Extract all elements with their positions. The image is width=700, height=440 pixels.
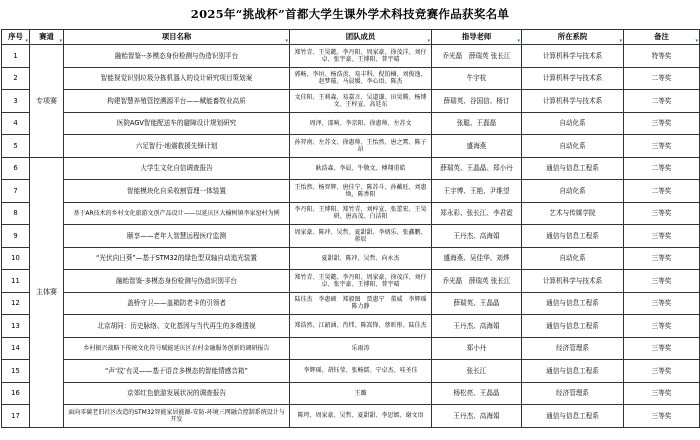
department-cell: 经济管理系: [522, 337, 624, 360]
members-cell: 陈垮、周家豪、吴哲、夏甜甜、李思嫣、谢文语: [290, 405, 432, 428]
row-index: 14: [2, 337, 30, 360]
table-row[interactable]: [2, 405, 700, 428]
table-row[interactable]: [2, 180, 700, 203]
members-cell: 乐雨涛: [290, 337, 432, 360]
department-cell: 通信与信息工程系: [522, 315, 624, 338]
members-cell: 孙羿南、左苏文、徐惠帅、王怡然、唐之霄、陈子昂: [290, 135, 432, 158]
row-index: 3: [2, 90, 30, 113]
row-index: 4: [2, 112, 30, 135]
row-index: 12: [2, 292, 30, 315]
award-cell: 三等奖: [624, 225, 700, 248]
members-cell: 王怡然、杨智辉、唐佳宁、陈苏斗、孙戴旺、刘惠焕、陈香阳: [290, 180, 432, 203]
advisor-cell: 王丹杰、高海娟: [432, 405, 522, 428]
department-cell: 通信与信息工程系: [522, 225, 624, 248]
project-name-cell: 智能模块化自采收割管理一体装置: [64, 180, 290, 203]
table-row[interactable]: [2, 225, 700, 248]
department-cell: 通信与信息工程系: [522, 292, 624, 315]
track-cell-main: 主体赛: [30, 157, 64, 427]
table-row[interactable]: [2, 360, 700, 383]
department-cell: 计算机科学与技术系: [522, 67, 624, 90]
sheet-title: 2025年“挑战杯”首都大学生课外学术科技竞赛作品获奖名单: [190, 7, 510, 21]
dropdown-filter-icon[interactable]: ▾: [285, 38, 288, 44]
award-cell: 二等奖: [624, 90, 700, 113]
column-header-advisor[interactable]: 指导老师 ▾: [432, 30, 522, 45]
project-name-cell: 六足智行-地震救援先锋计划: [64, 135, 290, 158]
advisor-cell: 王宇博、王艳、尹维望: [432, 180, 522, 203]
advisor-cell: 盛海燕、吴佳华、刘烨: [432, 247, 522, 270]
track-cell-special: 专项赛: [30, 45, 64, 158]
award-cell: 三等奖: [624, 270, 700, 293]
award-cell: 三等奖: [624, 382, 700, 405]
row-index: 2: [2, 67, 30, 90]
row-index: 5: [2, 135, 30, 158]
project-name-cell: 颐享——老年人智慧远程医疗监测: [64, 225, 290, 248]
award-cell: 三等奖: [624, 360, 700, 383]
award-cell: 三等奖: [624, 292, 700, 315]
award-cell: 三等奖: [624, 202, 700, 225]
members-cell: 周泽、邵响、李京阳、徐惠帅、左苏文: [290, 112, 432, 135]
department-cell: 通信与信息工程系: [522, 360, 624, 383]
table-row[interactable]: [2, 337, 700, 360]
department-cell: 自动化系: [522, 112, 624, 135]
members-cell: 李丹阳、王博阳、郑竹青、刘梓宣、张蕾宏、王昊研、唐高茂、白洁阳: [290, 202, 432, 225]
table-row[interactable]: [2, 45, 700, 68]
column-header-project[interactable]: 项目名称 ▾: [64, 30, 290, 45]
dropdown-filter-icon[interactable]: ▾: [619, 38, 622, 44]
project-name-cell: 医院AGV智能配送车的避障设计规划研究: [64, 112, 290, 135]
table-row[interactable]: [2, 270, 700, 293]
department-cell: 计算机科学与技术系: [522, 90, 624, 113]
dropdown-filter-icon[interactable]: ▾: [25, 38, 28, 44]
members-cell: 郑竹青、王昊懿、李丹阳、周家豪、徐茂洋、刘仔卓、张宇豪、王博阳、普宇晴: [290, 45, 432, 68]
members-cell: 周家豪、陈冲、吴哲、夏甜甜、李炳乐、张鑫鹏、蒋辰: [290, 225, 432, 248]
award-cell: 三等奖: [624, 337, 700, 360]
advisor-cell: 牛宇杭: [432, 67, 522, 90]
members-cell: 王璐: [290, 382, 432, 405]
column-header-index[interactable]: 序号 ▾: [2, 30, 30, 45]
advisor-cell: 薛瑞英、王晶晶、郑小丹: [432, 157, 522, 180]
award-cell: 二等奖: [624, 180, 700, 203]
department-cell: 自动化系: [522, 247, 624, 270]
project-name-cell: 智能视觉识别垃圾分拣机器人的设计研究项目策划案: [64, 67, 290, 90]
advisor-cell: 郑小丹: [432, 337, 522, 360]
department-cell: 计算机科学与技术系: [522, 270, 624, 293]
project-name-cell: “光伏向日葵”—基于STM32的绿色型双轴自动追光装置: [64, 247, 290, 270]
row-index: 10: [2, 247, 30, 270]
department-cell: 艺术与传媒学院: [522, 202, 624, 225]
dropdown-filter-icon[interactable]: ▾: [427, 38, 430, 44]
column-header-remarks[interactable]: 备注 ▾: [624, 30, 700, 45]
advisor-cell: 郑永彩、张长江、李君霓: [432, 202, 522, 225]
award-cell: 三等奖: [624, 315, 700, 338]
project-name-cell: 大学生文化自信调查报告: [64, 157, 290, 180]
advisor-cell: 张聪、王磊磊: [432, 112, 522, 135]
row-index: 11: [2, 270, 30, 293]
members-cell: 夏甜甜、陈冲、吴哲、向永杰: [290, 247, 432, 270]
project-name-cell: 盖桥守卫——盖箱防老卡的引领者: [64, 292, 290, 315]
table-row[interactable]: [2, 112, 700, 135]
department-cell: 经济管理系: [522, 382, 624, 405]
members-cell: 李辉瑶、胡钰莹、张畅儒、宁卓杰、哇圣佳: [290, 360, 432, 383]
members-cell: 陆佳杰 李惠硕 郑毅图 贾惠宁 董威 李辉瑶 陈力静: [290, 292, 432, 315]
project-name-cell: 基于AR技术的乡村文化旅游文创产品设计——以延庆区大榆树镇李家窑村为例: [64, 202, 290, 225]
row-index: 1: [2, 45, 30, 68]
table-row[interactable]: [2, 382, 700, 405]
award-table: [1, 29, 700, 428]
project-name-cell: 融贻智鉴-多模态身份检测与伪造识别平台: [64, 270, 290, 293]
members-cell: 耿浩森、李晨、牛敬文、傅翔重皓: [290, 157, 432, 180]
department-cell: 自动化系: [522, 135, 624, 158]
members-cell: 郑竹青、王昊懿、李丹阳、周家豪、徐茂洋、刘仔卓、张宇豪、王博阳、普宇晴: [290, 270, 432, 293]
award-cell: 二等奖: [624, 67, 700, 90]
row-index: 6: [2, 157, 30, 180]
advisor-cell: 王丹杰、高海娟: [432, 225, 522, 248]
award-cell: 三等奖: [624, 112, 700, 135]
advisor-cell: 盛海燕: [432, 135, 522, 158]
row-index: 9: [2, 225, 30, 248]
advisor-cell: 薛瑞英、王晶晶: [432, 292, 522, 315]
row-index: 7: [2, 180, 30, 203]
project-name-cell: 北京胡同：历史脉络、文化基因与当代再生的多维透视: [64, 315, 290, 338]
project-name-cell: 面向零碳老旧社区改造的STM32智能家居能源-安防-环境三网融合控制系统设计与开发: [64, 405, 290, 428]
row-index: 17: [2, 405, 30, 428]
dropdown-filter-icon[interactable]: ▾: [695, 38, 698, 44]
project-name-cell: 乡村振兴战略下传统文化符号赋能延庆区农村金融服务创新的调研报告: [64, 337, 290, 360]
department-cell: 通信与信息工程系: [522, 405, 624, 428]
table-row[interactable]: [2, 157, 700, 180]
column-header-track[interactable]: 赛道 ▾: [30, 30, 64, 45]
award-cell: 三等奖: [624, 135, 700, 158]
table-row[interactable]: [2, 202, 700, 225]
advisor-cell: 王丹杰、高海娟: [432, 315, 522, 338]
row-index: 15: [2, 360, 30, 383]
column-header-department[interactable]: 所在系院 ▾: [522, 30, 624, 45]
row-index: 16: [2, 382, 30, 405]
members-cell: 文佳阳、王莉森、易嘉言、吴道谦、田昊腾、杨博文、王梓宣、高廷东: [290, 90, 432, 113]
table-row[interactable]: [2, 90, 700, 113]
table-row[interactable]: [2, 315, 700, 338]
members-cell: 郑浩然、江韶涵、肖炜、陈嵩锋、蔡昕彤、陆佳杰: [290, 315, 432, 338]
column-header-members[interactable]: 团队成员 ▾: [290, 30, 432, 45]
row-index: 13: [2, 315, 30, 338]
award-cell: 三等奖: [624, 405, 700, 428]
header-row: [2, 30, 700, 45]
dropdown-filter-icon[interactable]: ▾: [59, 38, 62, 44]
members-cell: 郭畅、李垣、杨浩羡、易丰科、倪铂楠、刘俊逸、赵梦璇、马晨媛、李心语、陈杰: [290, 67, 432, 90]
row-index: 8: [2, 202, 30, 225]
advisor-cell: 乔光磊 薛瑞英 张长江: [432, 270, 522, 293]
advisor-cell: 杨松亮、王晶晶: [432, 382, 522, 405]
award-cell: 三等奖: [624, 247, 700, 270]
project-name-cell: 构建智慧养殖管控溯源平台——赋能畜牧业高质: [64, 90, 290, 113]
advisor-cell: 乔光磊 薛瑞英 张长江: [432, 45, 522, 68]
advisor-cell: 张长江: [432, 360, 522, 383]
award-cell: 二等奖: [624, 157, 700, 180]
project-name-cell: 京郊红色旅游发展状况的调查报告: [64, 382, 290, 405]
project-name-cell: “声‘纹’有灵——基于语音多模态的智能情感音箱”: [64, 360, 290, 383]
table-row[interactable]: [2, 67, 700, 90]
department-cell: 计算机科学与技术系: [522, 45, 624, 68]
table-row[interactable]: [2, 247, 700, 270]
project-name-cell: 融贻智鉴--多模态身份检测与伪造识别平台: [64, 45, 290, 68]
table-row[interactable]: [2, 292, 700, 315]
award-cell: 特等奖: [624, 45, 700, 68]
dropdown-filter-icon[interactable]: ▾: [517, 38, 520, 44]
table-row[interactable]: [2, 135, 700, 158]
department-cell: 自动化系: [522, 180, 624, 203]
department-cell: 通信与信息工程系: [522, 157, 624, 180]
advisor-cell: 薛瑞英、谷国信、杨订: [432, 90, 522, 113]
